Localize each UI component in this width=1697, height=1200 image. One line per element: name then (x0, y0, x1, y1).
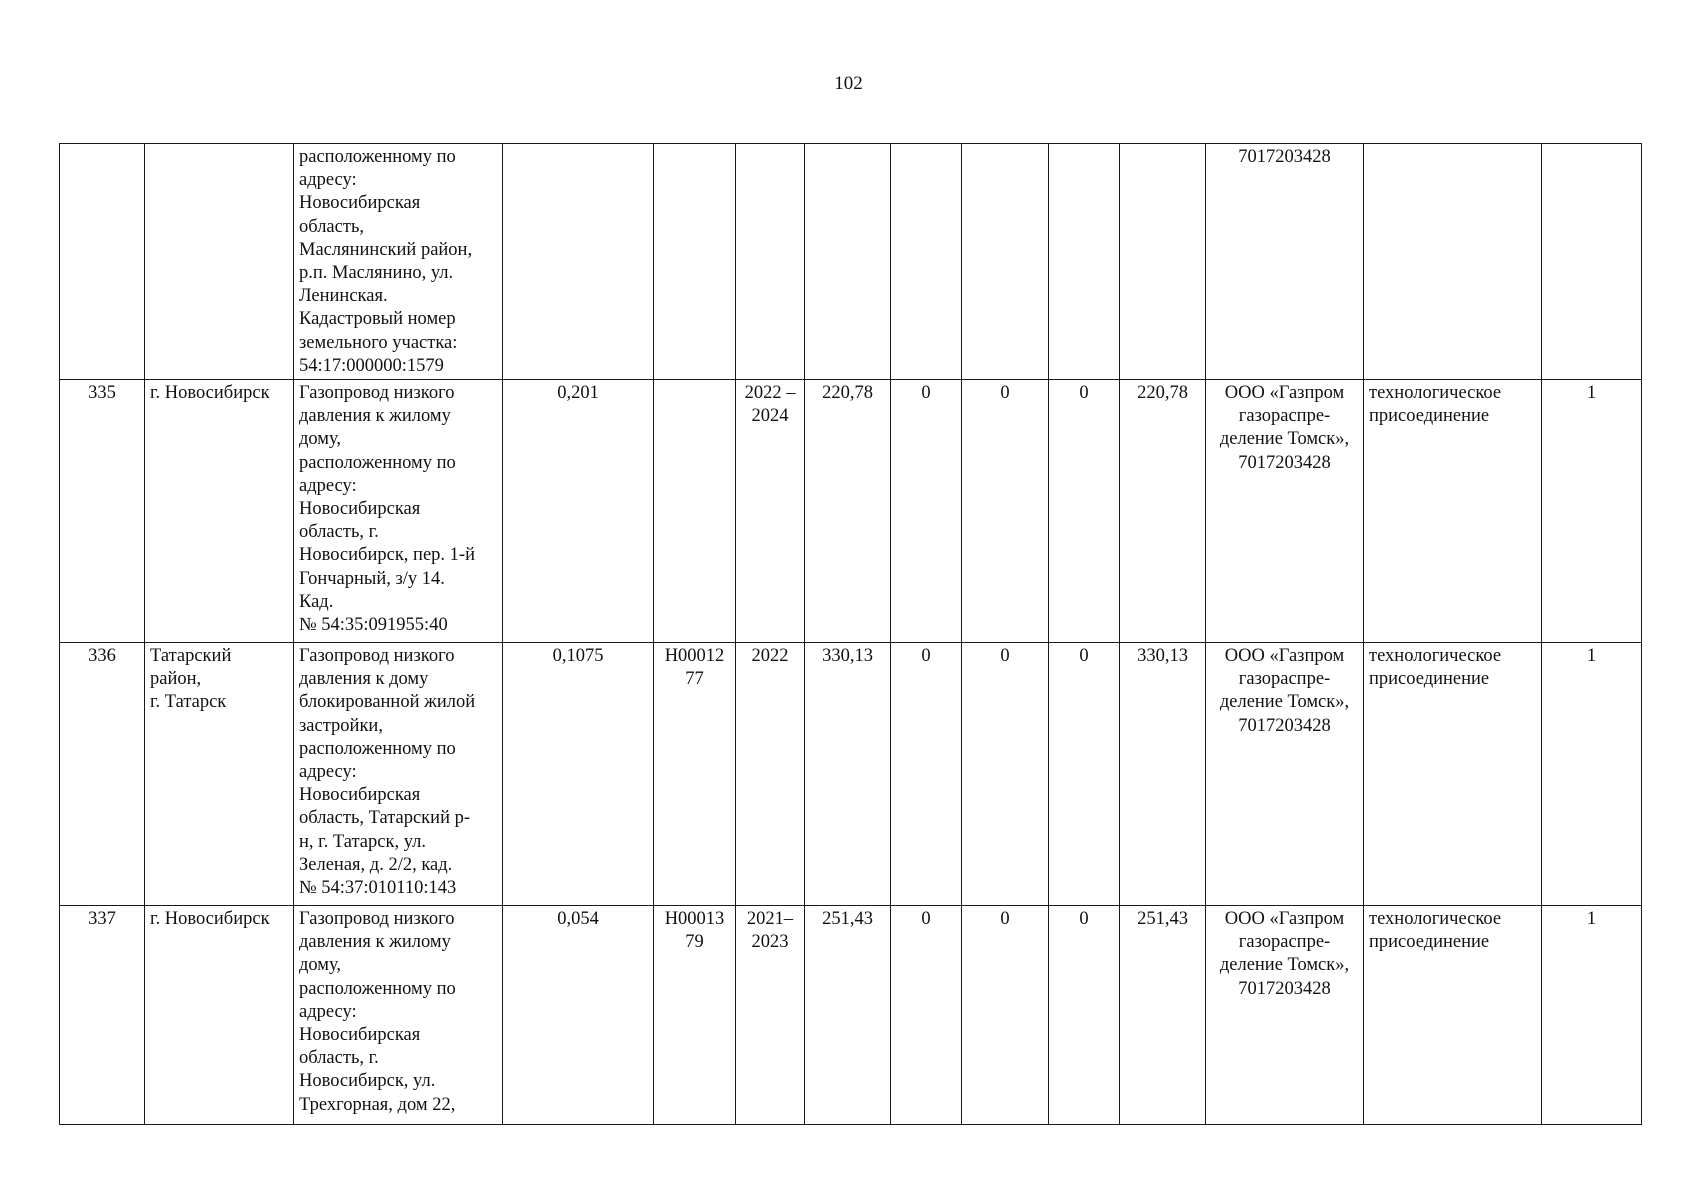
object-name-cell: расположенному по адресу: Новосибирская область, Маслянинский район, р.п. Маслянино, ул. Ленинская. Кадастровый номер земельного участка: 54:17:000000:1579 (294, 144, 503, 380)
period-cell: 2021– 2023 (736, 906, 805, 1125)
location-cell: г. Новосибирск (145, 380, 294, 643)
cost-cell-1: 0 (891, 906, 962, 1125)
period-cell: 2022 (736, 643, 805, 906)
location-cell: Татарский район, г. Татарск (145, 643, 294, 906)
cost-cell-3: 0 (1049, 906, 1120, 1125)
length-cell: 0,1075 (503, 643, 654, 906)
row-number-cell: 335 (60, 380, 145, 643)
cost-cell-4: 220,78 (1120, 380, 1206, 643)
cost-cell-3: 0 (1049, 380, 1120, 643)
cost-cell-1 (891, 144, 962, 380)
purpose-cell (1364, 144, 1542, 380)
table-row (60, 906, 1642, 1125)
location-cell (145, 144, 294, 380)
table-row (60, 643, 1642, 906)
cost-cell-4 (1120, 144, 1206, 380)
quantity-cell: 1 (1542, 380, 1642, 643)
object-name-cell: Газопровод низкого давления к жилому дому, расположенному по адресу: Новосибирская область, г. Новосибирск, ул. Трехгорная, дом 22, (294, 906, 503, 1125)
quantity-cell (1542, 144, 1642, 380)
executor-cell: ООО «Газпром газораспре- деление Томск», 7017203428 (1206, 906, 1364, 1125)
executor-cell: ООО «Газпром газораспре- деление Томск», 7017203428 (1206, 643, 1364, 906)
inventory-number-cell (654, 380, 736, 643)
cost-cell-4: 251,43 (1120, 906, 1206, 1125)
total-cost-cell: 251,43 (805, 906, 891, 1125)
purpose-cell: технологическое присоединение (1364, 906, 1542, 1125)
investment-program-table (59, 143, 1642, 1125)
cost-cell-2 (962, 144, 1049, 380)
cost-cell-2: 0 (962, 906, 1049, 1125)
row-number-cell (60, 144, 145, 380)
object-name-cell: Газопровод низкого давления к дому блокированной жилой застройки, расположенному по адресу: Новосибирская область, Татарский р- н, г. Татарск, ул. Зеленая, д. 2/2, кад. № 54:37:010110:143 (294, 643, 503, 906)
quantity-cell: 1 (1542, 906, 1642, 1125)
total-cost-cell: 330,13 (805, 643, 891, 906)
quantity-cell: 1 (1542, 643, 1642, 906)
purpose-cell: технологическое присоединение (1364, 380, 1542, 643)
inventory-number-cell: Н00013 79 (654, 906, 736, 1125)
period-cell: 2022 – 2024 (736, 380, 805, 643)
cost-cell-1: 0 (891, 380, 962, 643)
cost-cell-1: 0 (891, 643, 962, 906)
length-cell: 0,201 (503, 380, 654, 643)
cost-cell-4: 330,13 (1120, 643, 1206, 906)
period-cell (736, 144, 805, 380)
table-row (60, 144, 1642, 380)
object-name-cell: Газопровод низкого давления к жилому дому, расположенному по адресу: Новосибирская область, г. Новосибирск, пер. 1-й Гончарный, з/у 14. Кад. № 54:35:091955:40 (294, 380, 503, 643)
cost-cell-3: 0 (1049, 643, 1120, 906)
row-number-cell: 336 (60, 643, 145, 906)
length-cell (503, 144, 654, 380)
row-number-cell: 337 (60, 906, 145, 1125)
inventory-number-cell: Н00012 77 (654, 643, 736, 906)
location-cell: г. Новосибирск (145, 906, 294, 1125)
inventory-number-cell (654, 144, 736, 380)
length-cell: 0,054 (503, 906, 654, 1125)
cost-cell-2: 0 (962, 643, 1049, 906)
executor-cell: 7017203428 (1206, 144, 1364, 380)
table-row (60, 380, 1642, 643)
cost-cell-3 (1049, 144, 1120, 380)
total-cost-cell (805, 144, 891, 380)
cost-cell-2: 0 (962, 380, 1049, 643)
purpose-cell: технологическое присоединение (1364, 643, 1542, 906)
executor-cell: ООО «Газпром газораспре- деление Томск», 7017203428 (1206, 380, 1364, 643)
total-cost-cell: 220,78 (805, 380, 891, 643)
page-number: 102 (834, 73, 863, 94)
